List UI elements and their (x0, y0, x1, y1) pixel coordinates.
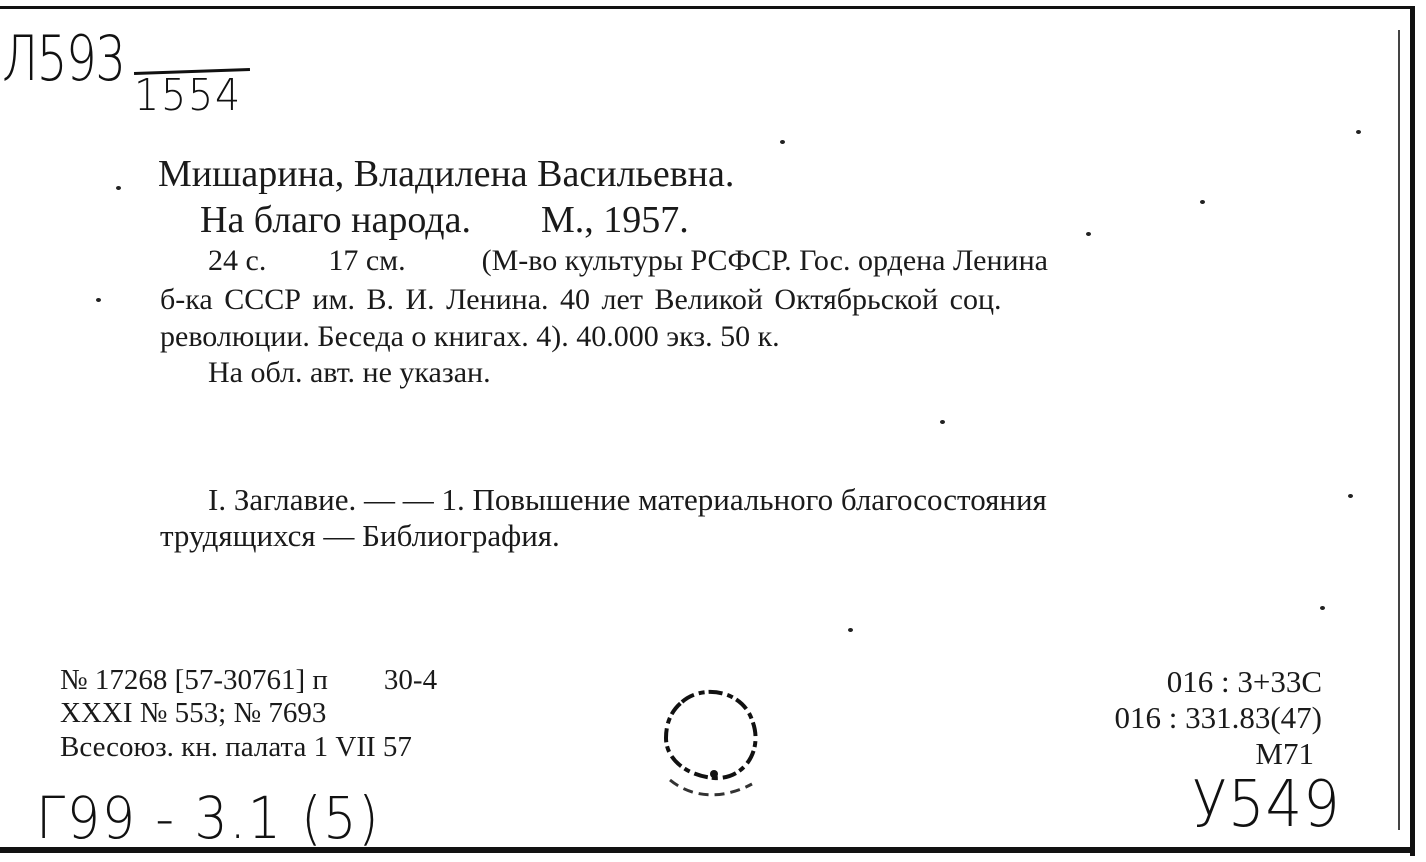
series-continuation: б-ка СССР им. В. И. Ленина. 40 лет Великой Октябрьской соц. (160, 283, 1002, 316)
registration-number: № 17268 [57-30761] п (60, 664, 328, 696)
book-chamber-line: Всесоюз. кн. палата 1 VII 57 (60, 731, 412, 763)
book-title: На благо народа. (200, 199, 471, 241)
page-count: 24 с. (208, 244, 267, 277)
udc-code-1: 016 : 3+33С (1166, 664, 1322, 699)
shelf-mark-sub: 1554 (134, 70, 242, 121)
author-note: На обл. авт. не указан. (208, 356, 491, 389)
ink-speck (1086, 232, 1091, 236)
ink-speck (1348, 494, 1353, 498)
card-border-right (1410, 6, 1415, 856)
book-size: 17 см. (328, 244, 406, 277)
handwritten-note-right: У549 (1192, 768, 1341, 842)
ink-speck (1320, 606, 1325, 610)
card-border-right-inner (1398, 30, 1400, 830)
imprint: М., 1957. (540, 199, 689, 241)
handwritten-note-left: Г99 - 3.1 (5) (36, 784, 381, 852)
ink-speck (848, 628, 853, 632)
ink-speck (780, 140, 785, 144)
card-border-top (0, 6, 1412, 9)
tracing-line-2: трудящихся — Библиография. (160, 518, 560, 553)
ink-speck (96, 298, 101, 302)
author-mark: М71 (1255, 736, 1314, 771)
registration-number-line (60, 664, 437, 697)
ink-speck (1200, 200, 1205, 204)
collation-line (208, 244, 1048, 278)
ink-speck (1356, 130, 1361, 134)
tracing-line-1: I. Заглавие. — — 1. Повышение материального благосостояния (208, 482, 1047, 517)
series-start: (М-во культуры РСФСР. Гос. ордена Ленина (481, 244, 1048, 277)
udc-code-2: 016 : 331.83(47) (1114, 700, 1322, 735)
shelf-mark-main: Л593 (2, 22, 125, 95)
ink-speck (116, 186, 121, 190)
press-code: 30-4 (383, 664, 438, 696)
title-line (200, 198, 689, 242)
registration-volume: XXXI № 553; № 7693 (60, 697, 327, 729)
ink-speck (940, 420, 945, 424)
series-end: революции. Беседа о книгах. 4). 40.000 экз. 50 к. (160, 320, 780, 353)
round-stamp-icon (652, 680, 768, 804)
author-heading: Мишарина, Владилена Васильевна. (158, 153, 735, 195)
